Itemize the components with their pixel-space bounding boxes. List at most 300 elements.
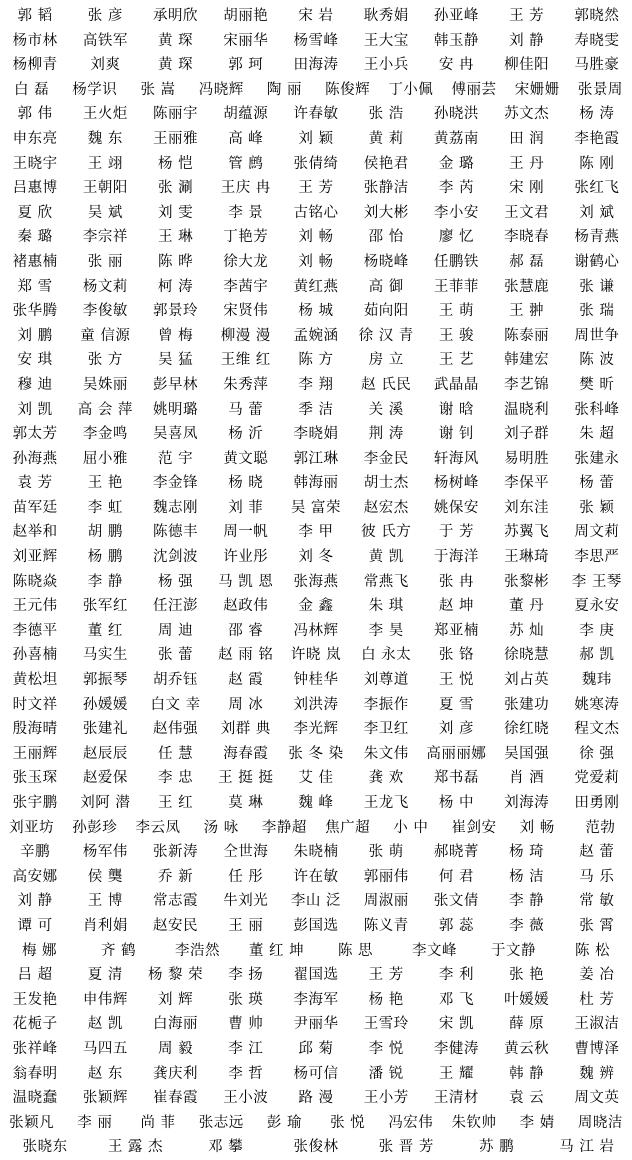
- name-cell: 刘阿 潜: [80, 795, 131, 811]
- name-cell: 胡士杰: [363, 475, 409, 492]
- name-cell: 周淑丽: [363, 893, 409, 910]
- name-cell: 荆 涛: [368, 426, 404, 443]
- name-cell: 李 芮: [438, 180, 474, 197]
- name-cell: 陈 方: [298, 352, 334, 369]
- name-cell: 李 甲: [298, 524, 334, 541]
- name-cell: 刘 彦: [438, 721, 474, 738]
- name-cell: 张晓东: [22, 1139, 68, 1156]
- table-row: [0, 324, 632, 349]
- table-row: [0, 545, 632, 570]
- table-row: [0, 1086, 632, 1111]
- name-cell: 王发艳: [12, 991, 58, 1008]
- name-cell: 韩建宏: [504, 352, 550, 369]
- name-cell: 陈义青: [363, 917, 409, 934]
- name-cell: 田海涛: [293, 57, 339, 74]
- name-cell: 李俊敏: [82, 303, 128, 320]
- name-cell: 杨可信: [293, 1065, 339, 1082]
- name-cell: 徐 强: [579, 745, 615, 762]
- name-cell: 李 静: [87, 573, 123, 590]
- table-row: [0, 275, 632, 300]
- table-row: [0, 1135, 632, 1160]
- name-cell: 杨 鹏: [87, 549, 123, 566]
- name-cell: 程文杰: [574, 721, 620, 738]
- name-cell: 范 宇: [157, 450, 194, 467]
- name-cell: 刘 畅: [298, 253, 334, 270]
- name-cell: 王小兵: [363, 57, 409, 74]
- table-row: [0, 520, 632, 545]
- name-cell: 刘 菲: [228, 499, 264, 516]
- name-cell: 许在敏: [293, 868, 339, 885]
- name-cell: 李 忠: [157, 770, 194, 787]
- name-cell: 张颖辉: [82, 1090, 128, 1107]
- table-row: [0, 225, 632, 250]
- name-cell: 梅 娜: [21, 942, 58, 959]
- name-cell: 吴喜凤: [153, 426, 199, 443]
- name-cell: 杨 强: [157, 573, 194, 590]
- name-cell: 黄红燕: [293, 278, 339, 295]
- name-cell: 王 红: [157, 795, 194, 811]
- name-cell: 季 洁: [298, 401, 334, 418]
- name-cell: 王朝阳: [82, 180, 128, 197]
- name-cell: 吴国强: [504, 745, 550, 762]
- table-row: [0, 766, 632, 791]
- name-cell: 张颖凡: [9, 1114, 55, 1131]
- name-cell: 赵举和: [12, 524, 58, 541]
- name-cell: 龚庆利: [153, 1065, 199, 1082]
- name-cell: 李艺锦: [504, 376, 550, 393]
- name-cell: 周 毅: [157, 1040, 194, 1057]
- name-cell: 刘东洼: [504, 499, 550, 516]
- name-cell: 赵宏杰: [363, 499, 409, 516]
- name-cell: 李云凤: [135, 819, 181, 836]
- name-cell: 魏玮: [581, 672, 612, 689]
- name-cell: 袁 芳: [17, 475, 53, 492]
- name-cell: 姜 冶: [579, 967, 615, 984]
- name-cell: 李卫红: [363, 721, 409, 738]
- name-cell: 杨军伟: [82, 844, 128, 861]
- name-cell: 金 璐: [438, 155, 474, 172]
- table-row: [0, 840, 632, 865]
- name-cell: 马 江 岩: [559, 1139, 615, 1156]
- table-row: [0, 53, 632, 78]
- name-cell: 李茜宇: [223, 278, 269, 295]
- name-cell: 夏 雪: [438, 696, 474, 713]
- name-cell: 彭 瑜: [266, 1114, 302, 1131]
- name-cell: 王 艳: [87, 475, 123, 492]
- table-row: [0, 668, 632, 693]
- name-cell: 孙亚峰: [433, 8, 479, 24]
- name-cell: 王 博: [87, 893, 123, 910]
- name-cell: 王 丹: [509, 155, 545, 172]
- name-cell: 温晓蠢: [12, 1090, 58, 1107]
- name-cell: 党爱莉: [574, 770, 620, 787]
- name-cell: 陈德丰: [153, 524, 199, 541]
- table-row: [0, 152, 632, 177]
- name-cell: 郭江琳: [293, 450, 339, 467]
- name-cell: 任 慧: [157, 745, 194, 762]
- name-cell: 黄 琛: [157, 57, 194, 74]
- name-cell: 王菲菲: [433, 278, 479, 295]
- name-cell: 王庆 冉: [220, 180, 271, 197]
- name-cell: 翁春明: [12, 1065, 58, 1082]
- name-cell: 李振作: [363, 696, 409, 713]
- table-row: [0, 373, 632, 398]
- name-cell: 李德平: [12, 622, 58, 639]
- name-cell: 郑书磊: [433, 770, 479, 787]
- name-cell: 张建礼: [82, 721, 128, 738]
- name-cell: 王 芳: [298, 180, 334, 197]
- name-cell: 苗军廷: [12, 499, 58, 516]
- name-cell: 柳漫 漫: [220, 327, 271, 344]
- table-row: [0, 791, 632, 816]
- name-cell: 郭 蕊: [438, 917, 474, 934]
- name-cell: 刘 辉: [157, 991, 194, 1008]
- name-cell: 王丽雅: [153, 130, 199, 147]
- name-cell: 廖 忆: [438, 229, 474, 246]
- name-cell: 张 冬 染: [288, 745, 344, 762]
- name-cell: 李浩然: [175, 942, 220, 959]
- name-cell: 张 彦: [87, 8, 123, 24]
- name-cell: 魏志刚: [153, 499, 199, 516]
- name-cell: 徐 汉 青: [358, 327, 414, 344]
- name-cell: 谢 钊: [438, 426, 474, 443]
- name-cell: 寿晓雯: [574, 32, 620, 49]
- table-row: [0, 988, 632, 1013]
- name-cell: 胡蕴源: [223, 106, 269, 123]
- table-row: [0, 29, 632, 54]
- name-cell: 李 庚: [579, 622, 615, 639]
- name-cell: 樊 昕: [579, 376, 615, 393]
- name-cell: 王 翊: [87, 155, 123, 172]
- name-cell: 申伟辉: [82, 991, 128, 1008]
- name-cell: 王 骏: [438, 327, 474, 344]
- name-cell: 宋 刚: [509, 180, 545, 197]
- table-row: [0, 865, 632, 890]
- name-cell: 朱钦帅: [451, 1114, 497, 1131]
- name-cell: 李金民: [363, 450, 409, 467]
- name-cell: 谭 可: [17, 917, 53, 934]
- table-row: [0, 422, 632, 447]
- name-cell: 任鹏铁: [433, 253, 479, 270]
- name-cell: 刘洪涛: [293, 696, 339, 713]
- name-cell: 李晓春: [504, 229, 550, 246]
- name-cell: 张科峰: [574, 401, 620, 418]
- name-cell: 吴 富荣: [290, 499, 342, 516]
- name-cell: 马四五: [82, 1040, 128, 1057]
- name-cell: 高 御: [368, 278, 404, 295]
- name-cell: 朱晓楠: [293, 844, 339, 861]
- table-row: [0, 496, 632, 521]
- name-cell: 黄文聪: [223, 450, 269, 467]
- table-row: [0, 127, 632, 152]
- name-cell: 薛 原: [509, 1016, 545, 1033]
- name-cell: 高 峰: [228, 130, 264, 147]
- name-cell: 黄 莉: [368, 130, 404, 147]
- name-cell: 赵 氏民: [361, 376, 412, 393]
- name-cell: 马 蕾: [228, 401, 264, 418]
- name-cell: 朱 超: [579, 426, 615, 443]
- table-row: [0, 693, 632, 718]
- name-cell: 白 磊: [14, 81, 50, 98]
- name-cell: 杨 涛: [579, 106, 615, 123]
- name-cell: 宋 凯: [438, 1016, 474, 1033]
- name-cell: 任汪澎: [153, 598, 199, 615]
- name-cell: 张 悦: [330, 1114, 366, 1131]
- name-cell: 陶 丽: [266, 81, 302, 98]
- name-cell: 刘亚坊: [9, 819, 55, 836]
- name-cell: 屈小雅: [82, 450, 128, 467]
- name-cell: 郭景玲: [153, 303, 199, 320]
- name-cell: 黄荔南: [433, 130, 479, 147]
- name-cell: 童 信源: [80, 327, 131, 344]
- table-row: [0, 78, 632, 103]
- name-cell: 周文莉: [574, 524, 620, 541]
- name-cell: 张海燕: [293, 573, 339, 590]
- name-cell: 孙晓洪: [433, 106, 479, 123]
- name-cell: 张新涛: [153, 844, 199, 861]
- name-cell: 范勃: [585, 819, 616, 836]
- name-cell: 王大宝: [363, 32, 409, 49]
- name-cell: 白海丽: [153, 1016, 199, 1033]
- name-cell: 李 翔: [298, 376, 334, 393]
- name-cell: 赵 坤: [438, 598, 474, 615]
- name-cell: 殷海晴: [12, 721, 58, 738]
- name-cell: 王 悦: [438, 672, 474, 689]
- name-cell: 李 景: [228, 204, 264, 221]
- name-cell: 李保平: [504, 475, 550, 492]
- name-cell: 于海洋: [433, 549, 479, 566]
- name-cell: 古铭心: [293, 204, 339, 221]
- name-cell: 胡 鹏: [87, 524, 123, 541]
- table-row: [0, 939, 632, 964]
- name-cell: 赵 雨 铭: [218, 647, 274, 664]
- name-cell: 柳佳阳: [504, 57, 550, 74]
- name-cell: 杨学识: [72, 81, 118, 98]
- name-cell: 赵辰辰: [82, 745, 128, 762]
- name-cell: 马胜豪: [574, 57, 620, 74]
- name-cell: 关 溪: [368, 401, 404, 418]
- name-cell: 杨市林: [12, 32, 58, 49]
- name-cell: 李海军: [293, 991, 339, 1008]
- name-cell: 刘 颖: [298, 130, 334, 147]
- name-cell: 王清材: [433, 1090, 479, 1107]
- name-cell: 袁 云: [509, 1090, 545, 1107]
- name-cell: 安 冉: [438, 57, 474, 74]
- name-cell: 杨 艳: [368, 991, 404, 1008]
- name-cell: 徐大龙: [223, 253, 269, 270]
- name-cell: 张 瑞: [579, 303, 615, 320]
- name-cell: 崔剑安: [451, 819, 497, 836]
- name-cell: 房 立: [368, 352, 404, 369]
- name-cell: 王火炬: [82, 106, 128, 123]
- name-cell: 安 琪: [17, 352, 53, 369]
- name-cell: 张 谦: [579, 278, 615, 295]
- name-cell: 张 冉: [438, 573, 474, 590]
- name-cell: 花栀子: [12, 1016, 58, 1033]
- name-cell: 张 颖: [579, 499, 615, 516]
- name-cell: 翟国选: [293, 967, 339, 984]
- name-cell: 赵 霞: [228, 672, 264, 689]
- name-cell: 张 嵩: [140, 81, 176, 98]
- name-cell: 肖利娟: [82, 917, 128, 934]
- name-cell: 杨晓峰: [363, 253, 409, 270]
- name-cell: 褚惠楠: [12, 253, 58, 270]
- name-cell: 耿秀娟: [363, 8, 409, 24]
- name-cell: 李 江: [228, 1040, 264, 1057]
- name-cell: 李 虹: [87, 499, 123, 516]
- name-cell: 张 涮: [157, 180, 194, 197]
- name-cell: 李 薇: [509, 917, 545, 934]
- name-cell: 许业彤: [223, 549, 269, 566]
- name-cell: 张黎彬: [504, 573, 550, 590]
- name-cell: 张 方: [87, 352, 123, 369]
- name-cell: 杨 城: [298, 303, 334, 320]
- name-cell: 申东亮: [12, 130, 58, 147]
- name-cell: 张 萌: [368, 844, 404, 861]
- name-cell: 赵 凯: [87, 1016, 123, 1033]
- name-cell: 刘 冬: [298, 549, 334, 566]
- name-cell: 丁艳芳: [223, 229, 269, 246]
- name-cell: 龚 欢: [368, 770, 404, 787]
- name-cell: 王 芳: [509, 8, 545, 24]
- name-cell: 李 哲: [228, 1065, 264, 1082]
- name-cell: 郭振琴: [82, 672, 128, 689]
- name-cell: 钟桂华: [293, 672, 339, 689]
- name-cell: 张 艳: [509, 967, 545, 984]
- name-cell: 刘 斌: [579, 204, 615, 221]
- name-cell: 杨 蕾: [579, 475, 615, 492]
- name-cell: 杨 恺: [157, 155, 194, 172]
- name-cell: 刘亚辉: [12, 549, 58, 566]
- table-row: [0, 1012, 632, 1037]
- name-cell: 黄松坦: [12, 672, 58, 689]
- name-cell: 周 迪: [157, 622, 194, 639]
- table-row: [0, 963, 632, 988]
- name-cell: 艾 佳: [298, 770, 334, 787]
- name-cell: 陈晓焱: [12, 573, 58, 590]
- name-cell: 张祥峰: [12, 1040, 58, 1057]
- name-cell: 孙彭珍: [72, 819, 118, 836]
- name-cell: 彭早林: [153, 376, 199, 393]
- name-cell: 李金鸣: [82, 426, 128, 443]
- name-cell: 刘大彬: [363, 204, 409, 221]
- name-cell: 董 红 坤: [248, 942, 305, 959]
- name-cell: 韩 静: [509, 1065, 545, 1082]
- name-cell: 陈 思: [337, 942, 374, 959]
- name-cell: 邓 飞: [438, 991, 474, 1008]
- name-cell: 谢 晗: [438, 401, 474, 418]
- name-cell: 郑亚楠: [433, 622, 479, 639]
- table-row: [0, 1111, 632, 1136]
- name-cell: 李思严: [574, 549, 620, 566]
- name-cell: 张倩绮: [293, 155, 339, 172]
- name-cell: 邱 菊: [298, 1040, 334, 1057]
- name-cell: 张景周: [577, 81, 623, 98]
- table-row: [0, 742, 632, 767]
- name-cell: 李 静: [509, 893, 545, 910]
- name-cell: 刘 静: [17, 893, 53, 910]
- name-cell: 陈泰丽: [504, 327, 550, 344]
- name-cell: 郝晓菁: [433, 844, 479, 861]
- name-cell: 海春霞: [223, 745, 269, 762]
- name-cell: 潘 锐: [368, 1065, 404, 1082]
- name-cell: 高丽丽娜: [426, 745, 487, 762]
- name-cell: 刘 凯: [17, 401, 53, 418]
- name-cell: 白文 幸: [150, 696, 201, 713]
- name-cell: 冯林辉: [293, 622, 339, 639]
- name-cell: 吕 超: [17, 967, 53, 984]
- table-row: [0, 570, 632, 595]
- name-cell: 曹 帅: [228, 1016, 264, 1033]
- name-cell: 李 婧: [519, 1114, 555, 1131]
- name-cell: 黄 凯: [368, 549, 404, 566]
- table-row: [0, 299, 632, 324]
- name-cell: 朱秀萍: [223, 376, 269, 393]
- table-row: [0, 250, 632, 275]
- name-cell: 莫 琳: [228, 795, 264, 811]
- table-row: [0, 471, 632, 496]
- name-cell: 张 浩: [368, 106, 404, 123]
- name-cell: 韩玉静: [433, 32, 479, 49]
- name-cell: 郭 珂: [228, 57, 264, 74]
- name-cell: 刘占英: [504, 672, 550, 689]
- name-cell: 杜 芳: [579, 991, 615, 1008]
- name-cell: 乔 新: [157, 868, 194, 885]
- table-row: [0, 176, 632, 201]
- name-cell: 杨文莉: [82, 278, 128, 295]
- name-cell: 高 会 萍: [77, 401, 133, 418]
- name-cell: 王小波: [223, 1090, 269, 1107]
- name-cell: 郭丽伟: [363, 868, 409, 885]
- name-cell: 宋姗姗: [514, 81, 560, 98]
- name-cell: 马 凯 恩: [218, 573, 274, 590]
- name-cell: 王 萌: [438, 303, 474, 320]
- name-cell: 王淑洁: [574, 1016, 620, 1033]
- name-cell: 田 润: [509, 130, 545, 147]
- name-cell: 王 露 杰: [107, 1139, 164, 1156]
- name-cell: 张 晋 芳: [378, 1139, 434, 1156]
- name-cell: 王 挺 挺: [218, 770, 274, 787]
- table-row: [0, 816, 632, 841]
- name-cell: 赵 东: [87, 1065, 123, 1082]
- name-cell: 杨 洁: [509, 868, 545, 885]
- name-cell: 茹向阳: [363, 303, 409, 320]
- name-cell: 王 翀: [509, 303, 545, 320]
- name-cell: 陈 波: [579, 352, 615, 369]
- name-cell: 姚寒涛: [574, 696, 620, 713]
- name-cell: 魏 东: [87, 130, 123, 147]
- name-cell: 王琳琦: [504, 549, 550, 566]
- name-cell: 周文英: [574, 1090, 620, 1107]
- name-cell: 李小安: [433, 204, 479, 221]
- name-cell: 王龙飞: [363, 795, 409, 811]
- name-cell: 张玉琛: [12, 770, 58, 787]
- name-cell: 陈俊辉: [325, 81, 371, 98]
- table-row: [0, 717, 632, 742]
- name-cell: 王元伟: [12, 598, 58, 615]
- name-cell: 夏 清: [87, 967, 123, 984]
- name-cell: 郭晓然: [574, 8, 620, 24]
- name-cell: 路 漫: [298, 1090, 334, 1107]
- name-cell: 李 王琴: [571, 573, 622, 590]
- name-cell: 朱 琪: [368, 598, 404, 615]
- name-cell: 张志远: [198, 1114, 244, 1131]
- name-cell: 夏永安: [574, 598, 620, 615]
- name-cell: 刘 畅: [519, 819, 555, 836]
- name-cell: 尹丽华: [293, 1016, 339, 1033]
- name-cell: 魏 峰: [298, 795, 334, 811]
- name-cell: 杨 中: [438, 795, 474, 811]
